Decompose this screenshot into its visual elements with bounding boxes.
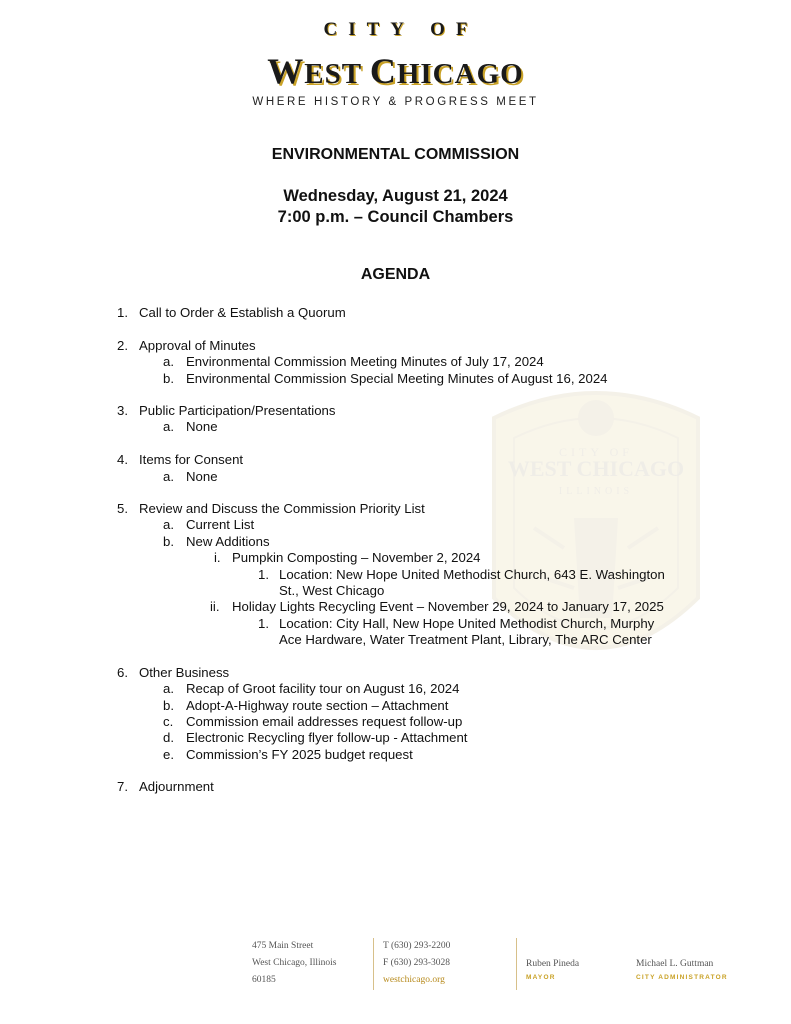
- agenda-heading: AGENDA: [360, 266, 431, 283]
- subitem-letter: a.: [163, 354, 174, 369]
- subitem-text: Electronic Recycling flyer follow-up - Attachment: [186, 730, 468, 745]
- logo-letter-c: C: [369, 51, 397, 91]
- item-text: Call to Order & Establish a Quorum: [139, 305, 346, 320]
- meeting-datetime: [0, 186, 791, 228]
- footer-divider: [373, 938, 374, 990]
- footer-website[interactable]: westchicago.org: [383, 975, 445, 985]
- subitem-letter: b.: [163, 371, 174, 386]
- subitem-text: Environmental Commission Special Meeting Minutes of August 16, 2024: [186, 371, 608, 386]
- item-text: Public Participation/Presentations: [139, 403, 336, 418]
- logo-est: EST: [304, 58, 370, 90]
- detail-line-2: Ace Hardware, Water Treatment Plant, Library, The ARC Center: [279, 632, 652, 647]
- roman-text: Holiday Lights Recycling Event – November 29, 2024 to January 17, 2025: [232, 599, 664, 614]
- subitem-text: Environmental Commission Meeting Minutes of July 17, 2024: [186, 354, 544, 369]
- subitem-letter: a.: [163, 681, 174, 696]
- logo-city-of: CITY OF: [323, 19, 479, 40]
- subitem-text: Adopt-A-Highway route section – Attachment: [186, 698, 449, 713]
- commission-title: ENVIRONMENTAL COMMISSION: [271, 146, 520, 163]
- meeting-time: 7:00 p.m. – Council Chambers: [277, 208, 514, 226]
- watermark-brand: WEST CHICAGO: [507, 456, 685, 481]
- subitem-text: None: [186, 469, 218, 484]
- logo-tagline: WHERE HISTORY & PROGRESS MEET: [252, 96, 539, 108]
- roman-number: ii.: [210, 599, 220, 614]
- item-number: 3.: [117, 403, 128, 418]
- footer-city: West Chicago, Illinois: [252, 958, 337, 968]
- subitem-letter: a.: [163, 517, 174, 532]
- logo-hicago: HICAGO: [396, 58, 524, 90]
- detail-number: 1.: [258, 567, 269, 582]
- subitem-letter: d.: [163, 730, 174, 745]
- detail-line-1: Location: City Hall, New Hope United Methodist Church, Murphy: [279, 616, 655, 631]
- watermark-city-of: CITY OF: [559, 445, 633, 459]
- detail-line-1: Location: New Hope United Methodist Church, 643 E. Washington: [279, 567, 665, 582]
- footer-street: 475 Main Street: [252, 941, 314, 951]
- footer-administrator: [636, 957, 728, 985]
- subitem-text: New Additions: [186, 534, 270, 549]
- roman-number: i.: [214, 550, 221, 565]
- city-logo: [0, 18, 791, 108]
- detail-number: 1.: [258, 616, 269, 631]
- item-text: Approval of Minutes: [139, 338, 256, 353]
- footer-mayor: [526, 957, 579, 985]
- subitem-letter: a.: [163, 419, 174, 434]
- admin-name: Michael L. Guttman: [636, 959, 714, 969]
- roman-text: Pumpkin Composting – November 2, 2024: [232, 550, 481, 565]
- watermark-state: ILLINOIS: [558, 486, 634, 497]
- subitem-text: None: [186, 419, 218, 434]
- logo-letter-w: W: [267, 51, 305, 91]
- mayor-name: Ruben Pineda: [526, 959, 580, 969]
- subitem-text: Recap of Groot facility tour on August 16, 2024: [186, 681, 460, 696]
- footer-fax: F (630) 293-3028: [383, 958, 451, 968]
- item-text: Items for Consent: [139, 452, 244, 467]
- item-text: Review and Discuss the Commission Priority List: [139, 501, 425, 516]
- item-text: Adjournment: [139, 779, 214, 794]
- footer-contact: [383, 938, 450, 989]
- footer-divider: [516, 938, 517, 990]
- admin-role: CITY ADMINISTRATOR: [636, 974, 728, 981]
- item-number: 6.: [117, 665, 128, 680]
- item-number: 5.: [117, 501, 128, 516]
- subitem-text: Current List: [186, 517, 255, 532]
- item-number: 7.: [117, 779, 128, 794]
- mayor-role: MAYOR: [526, 974, 556, 981]
- subitem-letter: b.: [163, 698, 174, 713]
- item-number: 1.: [117, 305, 128, 320]
- footer-phone: T (630) 293-2200: [383, 941, 451, 951]
- meeting-date: Wednesday, August 21, 2024: [283, 187, 508, 205]
- subitem-letter: b.: [163, 534, 174, 549]
- item-number: 2.: [117, 338, 128, 353]
- footer-address: [252, 938, 336, 989]
- subitem-text: Commission’s FY 2025 budget request: [186, 747, 413, 762]
- logo-west-chicago: [0, 50, 791, 92]
- subitem-letter: c.: [163, 714, 174, 729]
- subitem-text: Commission email addresses request follow-up: [186, 714, 463, 729]
- detail-line-2: St., West Chicago: [279, 583, 385, 598]
- item-text: Other Business: [139, 665, 230, 680]
- subitem-letter: a.: [163, 469, 174, 484]
- subitem-letter: e.: [163, 747, 174, 762]
- footer-zip: 60185: [252, 975, 276, 985]
- item-number: 4.: [117, 452, 128, 467]
